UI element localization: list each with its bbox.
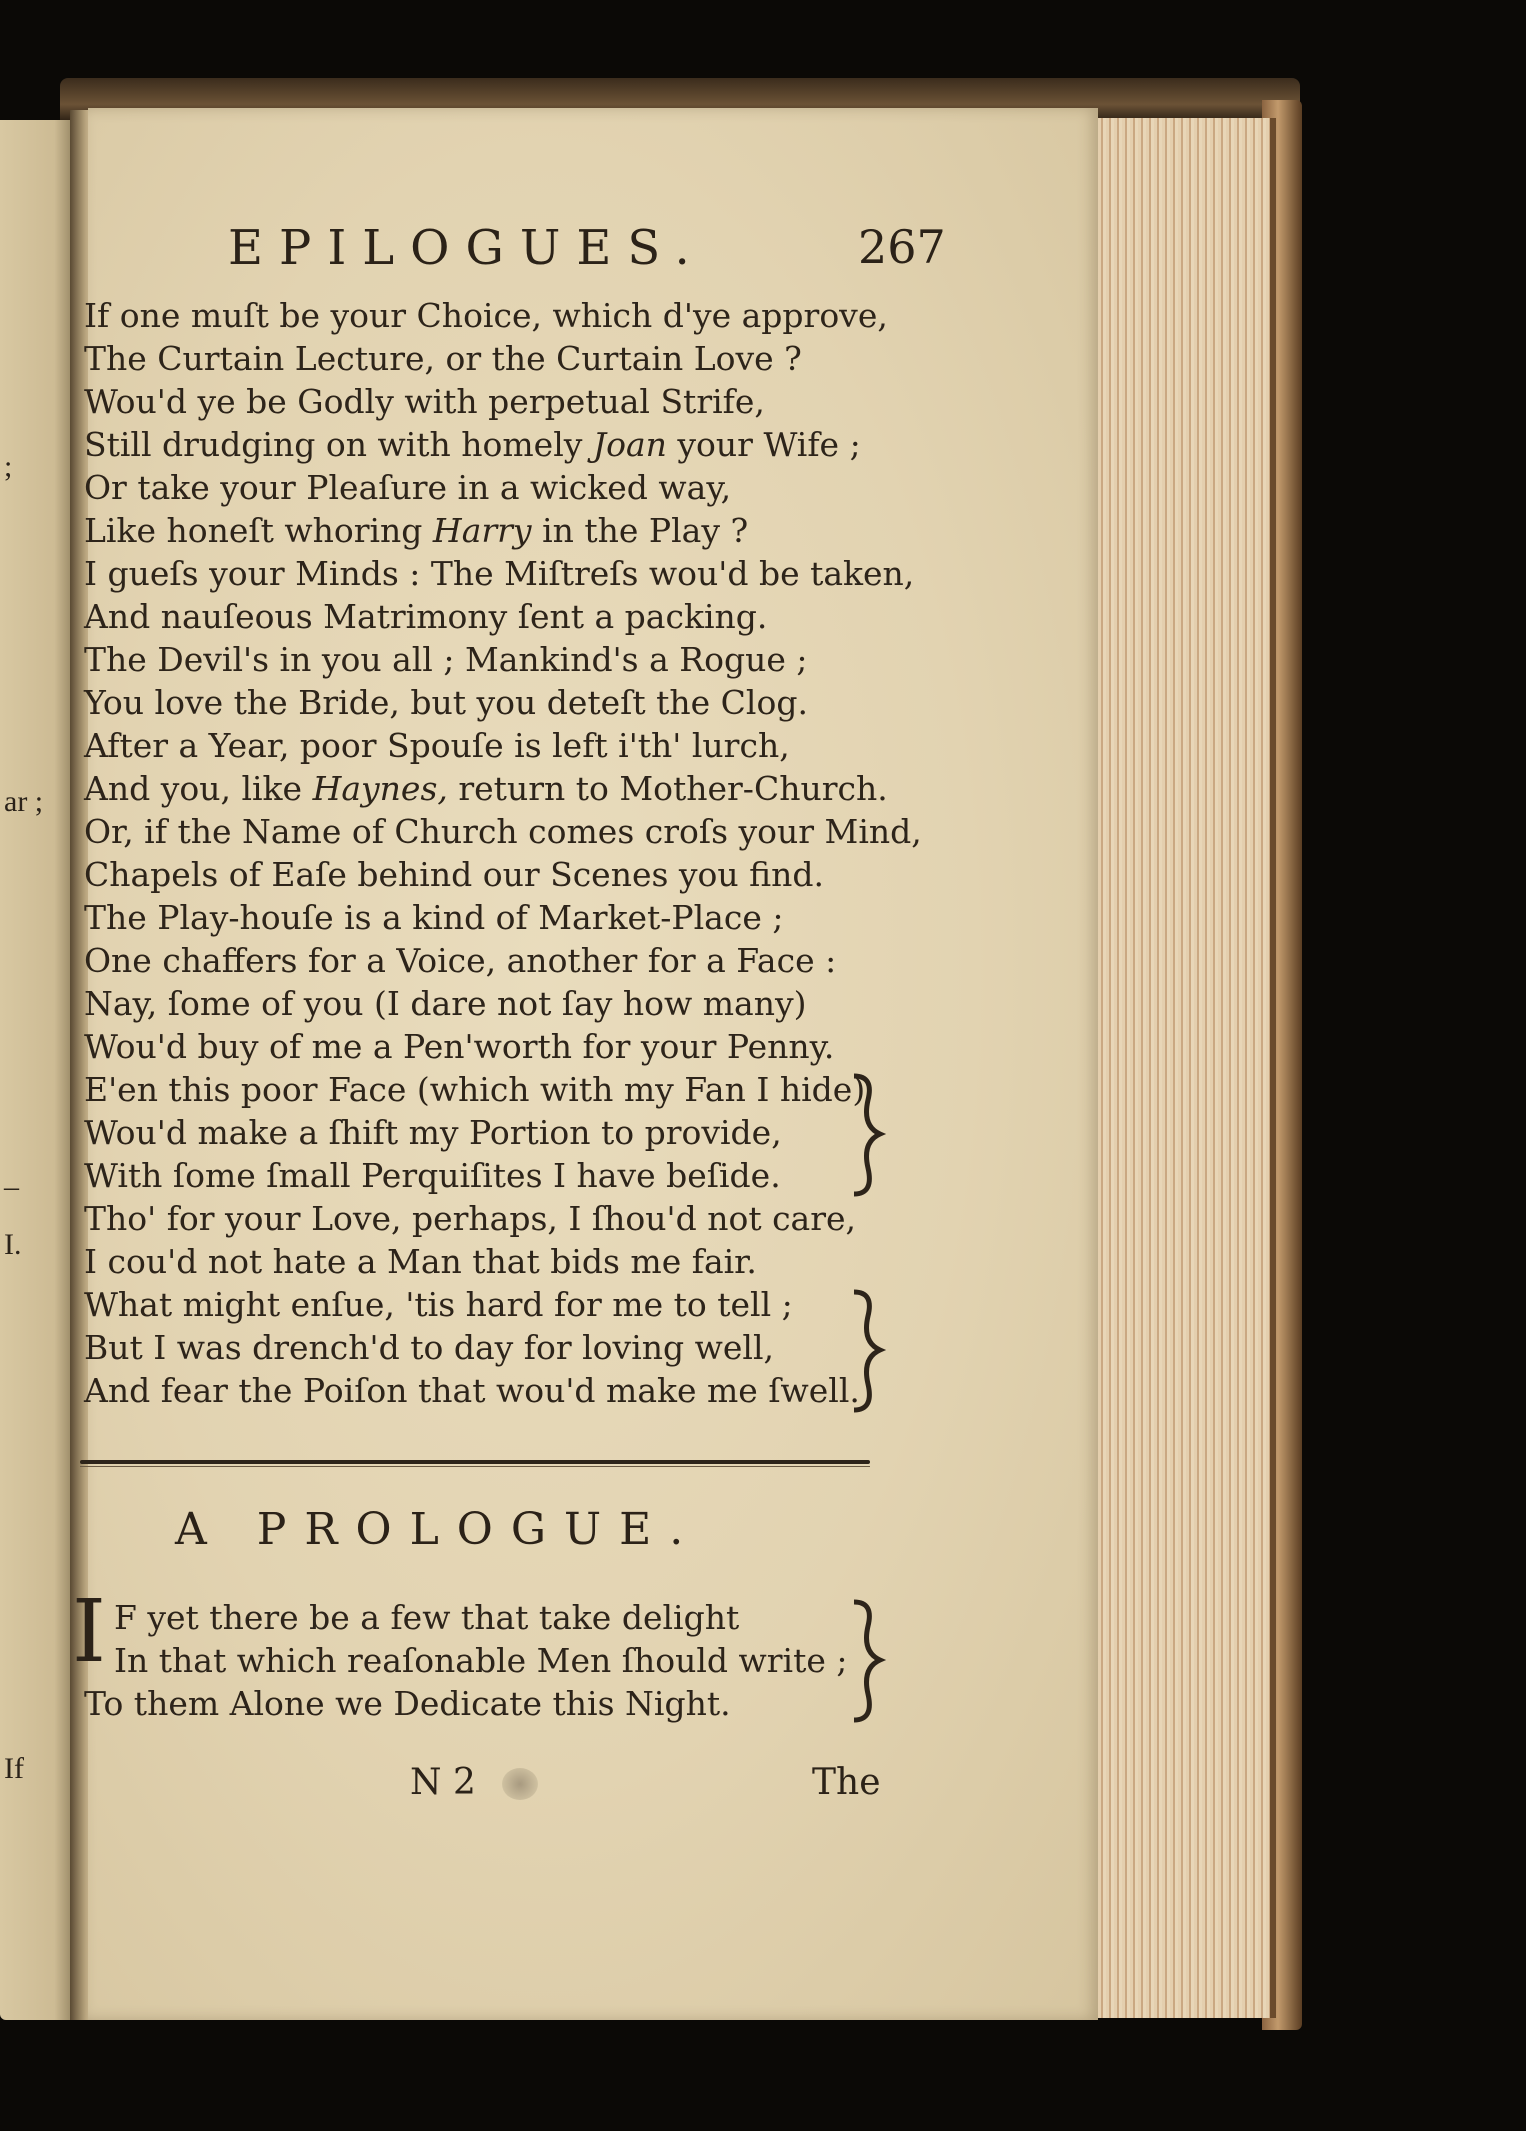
- verse-line: You love the Bride, but you deteſt the Clog.: [84, 683, 808, 722]
- drop-cap: I: [72, 1582, 106, 1682]
- verse-line: Chapels of Eaſe behind our Scenes you find.: [84, 855, 825, 894]
- section-rule: [80, 1460, 870, 1464]
- italic-name: Harry: [432, 511, 532, 550]
- left-fragment: I.: [4, 1228, 22, 1261]
- left-page-edge: [0, 120, 78, 2020]
- verse-line: After a Year, poor Spouſe is left i'th' lurch,: [84, 726, 790, 765]
- prologue-line: In that which reaſonable Men ſhould write ;: [114, 1641, 848, 1680]
- verse-line: I gueſs your Minds : The Miſtreſs wou'd be taken,: [84, 554, 915, 593]
- verse-line: But I was drench'd to day for loving well,: [84, 1328, 774, 1367]
- verse-line: And fear the Poiſon that wou'd make me ſwell.: [84, 1371, 860, 1410]
- verse-line: Or take your Pleaſure in a wicked way,: [84, 468, 732, 507]
- verse-line: And you, like Haynes, return to Mother-Church.: [84, 769, 888, 808]
- page-number: 267: [858, 220, 946, 274]
- running-title: EPILOGUES.: [228, 220, 706, 276]
- left-fragment: If: [4, 1752, 24, 1785]
- verse-line: If one muſt be your Choice, which d'ye approve,: [84, 296, 888, 335]
- ink-spot: [502, 1768, 538, 1800]
- triplet-brace-3: [840, 1596, 890, 1726]
- verse-line: Wou'd buy of me a Pen'worth for your Penny.: [84, 1027, 835, 1066]
- triplet-brace-2: [840, 1286, 890, 1416]
- italic-name: Haynes,: [312, 769, 448, 808]
- italic-name: Joan: [592, 425, 667, 464]
- verse-line: One chaffers for a Voice, another for a Face :: [84, 941, 837, 980]
- verse-line: Wou'd ye be Godly with perpetual Strife,: [84, 382, 765, 421]
- prologue-line: F yet there be a few that take delight: [114, 1598, 740, 1637]
- page-edges: [1090, 118, 1276, 2018]
- left-fragment: ;: [4, 450, 13, 483]
- verse-line: And nauſeous Matrimony ſent a packing.: [84, 597, 768, 636]
- verse-line: With ſome ſmall Perquiſites I have beſide.: [84, 1156, 781, 1195]
- verse-line: Like honeſt whoring Harry in the Play ?: [84, 511, 749, 550]
- verse-line: The Devil's in you all ; Mankind's a Rogue ;: [84, 640, 808, 679]
- verse-line: The Curtain Lecture, or the Curtain Love ?: [84, 339, 802, 378]
- verse-line: I cou'd not hate a Man that bids me fair.: [84, 1242, 757, 1281]
- verse-line: Tho' for your Love, perhaps, I ſhou'd not care,: [84, 1199, 857, 1238]
- signature-mark: N 2: [410, 1762, 476, 1803]
- prologue-title: A PROLOGUE.: [175, 1504, 702, 1555]
- prologue-line: To them Alone we Dedicate this Night.: [84, 1684, 731, 1723]
- left-fragment: ar ;: [4, 785, 44, 818]
- triplet-brace-1: [840, 1070, 890, 1200]
- verse-line: Or, if the Name of Church comes croſs your Mind,: [84, 812, 922, 851]
- verse-line: Still drudging on with homely Joan your Wife ;: [84, 425, 861, 464]
- verse-line: What might enſue, 'tis hard for me to tell ;: [84, 1285, 793, 1324]
- verse-line: Wou'd make a ſhift my Portion to provide,: [84, 1113, 782, 1152]
- section-rule-thin: [80, 1466, 870, 1467]
- verse-line: The Play-houſe is a kind of Market-Place ;: [84, 898, 784, 937]
- left-fragment: –: [4, 1170, 19, 1203]
- verse-line: Nay, ſome of you (I dare not ſay how many): [84, 984, 807, 1023]
- catchword: The: [812, 1762, 881, 1803]
- verse-line: E'en this poor Face (which with my Fan I hide): [84, 1070, 866, 1109]
